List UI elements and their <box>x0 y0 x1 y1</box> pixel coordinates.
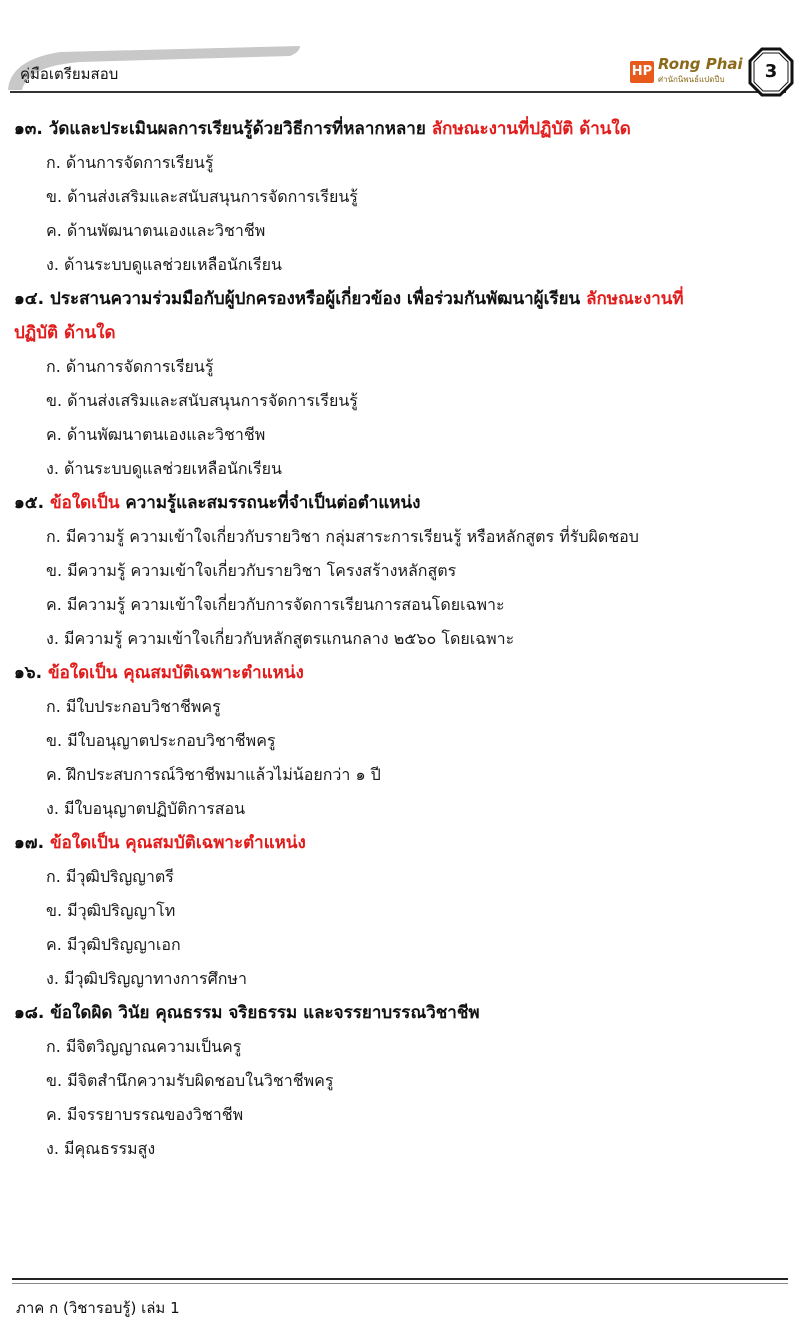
option-b: ข. ด้านส่งเสริมและสนับสนุนการจัดการเรียนรู้ <box>46 187 358 206</box>
footer-divider <box>12 1278 788 1284</box>
question-list <box>14 112 790 1166</box>
option-b: ข. ด้านส่งเสริมและสนับสนุนการจัดการเรียนรู้ <box>46 391 358 410</box>
question-18 <box>14 996 790 1166</box>
option-b: ข. มีจิตสำนึกความรับผิดชอบในวิชาชีพครู <box>46 1071 334 1090</box>
question-13 <box>14 112 790 282</box>
question-17 <box>14 826 790 996</box>
question-14 <box>14 282 790 486</box>
question-highlight-continued: ปฏิบัติ ด้านใด <box>14 323 116 343</box>
question-stem <box>14 826 790 860</box>
footer-label: ภาค ก (วิชารอบรู้) เล่ม 1 <box>16 1299 180 1317</box>
header-title: คู่มือเตรียมสอบ <box>20 65 119 83</box>
question-highlight: ข้อใดเป็น คุณสมบัติเฉพาะตำแหน่ง <box>47 663 304 683</box>
question-number: ๑๔. <box>14 289 45 309</box>
option-c: ค. มีความรู้ ความเข้าใจเกี่ยวกับการจัดการเรียนการสอนโดยเฉพาะ <box>46 595 505 614</box>
question-stem-continued <box>14 316 790 350</box>
question-text: ประสานความร่วมมือกับผู้ปกครองหรือผู้เกี่ยวข้อง เพื่อร่วมกันพัฒนาผู้เรียน <box>50 289 581 309</box>
logo-subtext: ศ่านักนิพนธ์แปดปีบ <box>658 75 725 84</box>
option-d: ง. ด้านระบบดูแลช่วยเหลือนักเรียน <box>46 459 282 478</box>
option-c: ค. มีจรรยาบรรณของวิชาชีพ <box>46 1105 244 1124</box>
page-header <box>0 0 800 100</box>
option-a: ก. ด้านการจัดการเรียนรู้ <box>46 357 214 376</box>
option-d: ง. ด้านระบบดูแลช่วยเหลือนักเรียน <box>46 255 282 274</box>
option-b: ข. มีวุฒิปริญญาโท <box>46 901 176 920</box>
question-15 <box>14 486 790 656</box>
question-stem <box>14 996 790 1030</box>
page-number: 3 <box>764 61 778 82</box>
option-b: ข. มีความรู้ ความเข้าใจเกี่ยวกับรายวิชา โครงสร้างหลักสูตร <box>46 561 457 580</box>
page-number-badge <box>748 47 794 97</box>
option-a: ก. มีใบประกอบวิชาชีพครู <box>46 697 221 716</box>
question-highlight: ข้อใดเป็น <box>50 493 120 513</box>
question-number: ๑๗. <box>14 833 45 853</box>
question-stem <box>14 656 790 690</box>
option-c: ค. ฝึกประสบการณ์วิชาชีพมาแล้วไม่น้อยกว่า ๑ ปี <box>46 765 381 784</box>
question-number: ๑๘. <box>14 1003 45 1023</box>
logo-text: Rong Phai <box>658 55 743 73</box>
option-c: ค. ด้านพัฒนาตนเองและวิชาชีพ <box>46 425 266 444</box>
option-d: ง. มีใบอนุญาตปฏิบัติการสอน <box>46 799 246 818</box>
question-stem <box>14 282 790 316</box>
option-a: ก. มีวุฒิปริญญาตรี <box>46 867 174 886</box>
question-number: ๑๖. <box>14 663 43 683</box>
option-d: ง. มีความรู้ ความเข้าใจเกี่ยวกับหลักสูตรแกนกลาง ๒๕๖๐ โดยเฉพาะ <box>46 629 515 648</box>
brand-logo <box>630 55 748 85</box>
option-a: ก. ด้านการจัดการเรียนรู้ <box>46 153 214 172</box>
option-d: ง. มีคุณธรรมสูง <box>46 1139 156 1158</box>
question-stem <box>14 112 790 146</box>
option-d: ง. มีวุฒิปริญญาทางการศึกษา <box>46 969 247 988</box>
question-stem <box>14 486 790 520</box>
question-text: ความรู้และสมรรถนะที่จำเป็นต่อตำแหน่ง <box>125 493 421 513</box>
option-c: ค. ด้านพัฒนาตนเองและวิชาชีพ <box>46 221 266 240</box>
question-highlight: ข้อใดเป็น คุณสมบัติเฉพาะตำแหน่ง <box>49 833 306 853</box>
question-highlight: ลักษณะงานที่ <box>586 289 684 309</box>
question-text: วัดและประเมินผลการเรียนรู้ด้วยวิธีการที่หลากหลาย <box>48 119 426 139</box>
question-number: ๑๕. <box>14 493 45 513</box>
question-highlight: ลักษณะงานที่ปฏิบัติ ด้านใด <box>431 119 631 139</box>
option-b: ข. มีใบอนุญาตประกอบวิชาชีพครู <box>46 731 276 750</box>
option-c: ค. มีวุฒิปริญญาเอก <box>46 935 181 954</box>
question-text: ข้อใดผิด วินัย คุณธรรม จริยธรรม และจรรยาบรรณวิชาชีพ <box>50 1003 480 1023</box>
option-a: ก. มีจิตวิญญาณความเป็นครู <box>46 1037 242 1056</box>
question-number: ๑๓. <box>14 119 43 139</box>
option-a: ก. มีความรู้ ความเข้าใจเกี่ยวกับรายวิชา กลุ่มสาระการเรียนรู้ หรือหลักสูตร ที่รับผิดชอบ <box>46 527 639 546</box>
logo-mark: HP <box>630 61 654 83</box>
question-16 <box>14 656 790 826</box>
